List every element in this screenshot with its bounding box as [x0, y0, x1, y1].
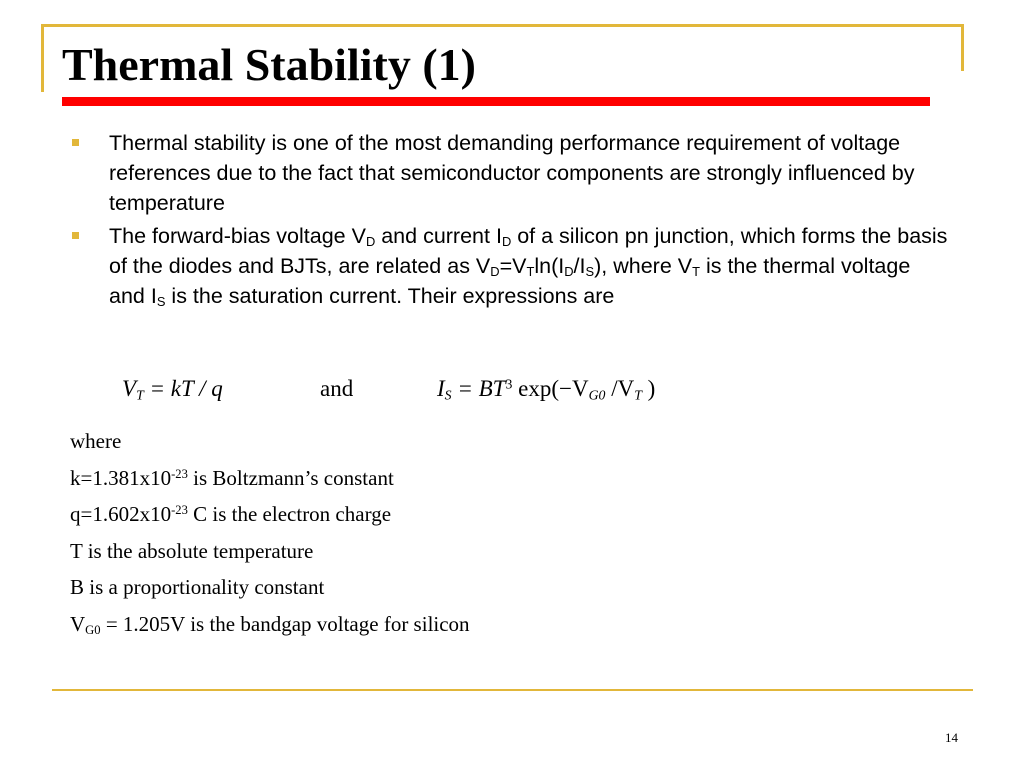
equation-row	[0, 368, 1024, 408]
bullet-text: The forward-bias voltage $V_D$ and current $I_D$ of a silicon pn junction, which forms the basis of the diodes and BJTs, are related as $V_D=V_T\ln(I_D/I_S)$, where $V_T$ is the thermal voltage and $I_S$ is the saturation current. Their expressions are	[109, 224, 948, 310]
definitions-block	[70, 428, 470, 647]
frame-top-border	[41, 24, 964, 27]
bullet-text: Thermal stability is one of the most demanding performance requirement of voltage references due to the fact that semiconductor components are strongly influenced by temperature	[109, 131, 915, 215]
frame-right-border	[961, 24, 964, 71]
bullet-item-thermal-stability	[72, 128, 952, 218]
saturation-current-equation: $I_S = BT^3$ $\exp(-V_{G0}$ $/V_T$ )	[437, 376, 656, 403]
page-number: 14	[945, 730, 958, 745]
square-bullet-icon	[72, 139, 79, 146]
definition-bandgap: $V_{G0} = 1.205V$ is the bandgap voltage for silicon	[70, 611, 470, 637]
bullet-list	[72, 128, 952, 314]
footer-divider	[52, 689, 973, 691]
definition-electron-charge: $q=1.602x10^{-23}$ C is the electron charge	[70, 502, 392, 526]
definition-where: where	[70, 429, 122, 453]
equation-and: and	[320, 376, 354, 401]
title-underline-bar	[62, 97, 930, 106]
definition-proportionality: B is a proportionality constant	[70, 575, 325, 599]
definition-temperature: T is the absolute temperature	[70, 538, 314, 563]
slide-title: Thermal Stability (1)	[62, 39, 476, 90]
bullet-item-forward-bias	[72, 221, 952, 311]
thermal-voltage-equation: $V_T$ = kT / q	[122, 376, 223, 403]
frame-left-border	[41, 24, 44, 92]
definition-boltzmann: $k=1.381x10^{-23}$ is Boltzmann’s constant	[70, 465, 394, 490]
square-bullet-icon	[72, 232, 79, 239]
